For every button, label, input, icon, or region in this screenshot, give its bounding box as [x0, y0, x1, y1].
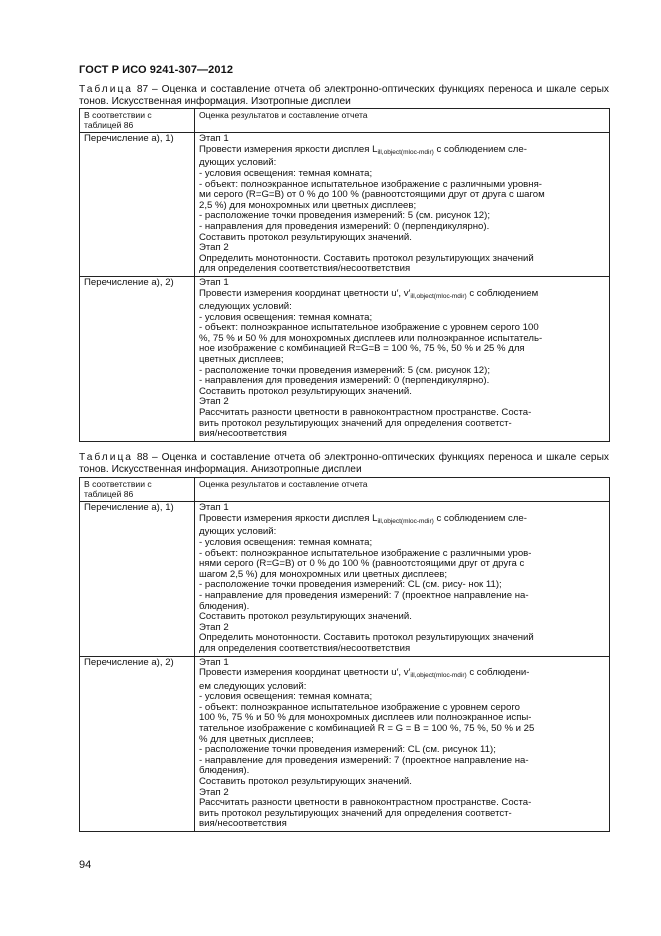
line: Составить протокол результирующих значений. — [199, 231, 412, 243]
line: для определения соответствия/несоответствия — [199, 263, 411, 275]
line: Этап 2 — [199, 621, 229, 633]
document-header: ГОСТ Р ИСО 9241-307—2012 — [79, 64, 234, 76]
line: 100 %, 75 % и 50 % для монохромных дисплеев или полноэкранное испы- — [199, 712, 532, 724]
row-evaluation — [195, 133, 610, 277]
line: - направление для проведения измерений: 7 (проектное направление на- — [199, 754, 529, 766]
row-evaluation — [195, 502, 610, 656]
row-reference: Перечисление а), 2) — [80, 276, 195, 441]
row-reference: Перечисление а), 1) — [80, 133, 195, 277]
line: - расположение точки проведения измерений: 5 (см. рисунок 12); — [199, 364, 490, 376]
table-row — [80, 133, 610, 277]
line: вия/несоответствия — [199, 818, 287, 830]
page-number: 94 — [79, 859, 92, 871]
column-header-reference: В соответствии с таблицей 86 — [80, 109, 195, 133]
line: блюдения). — [199, 765, 250, 777]
table-row — [80, 502, 610, 656]
line: - направления для проведения измерений: 0 (перпендикулярно). — [199, 375, 490, 387]
table-row — [80, 656, 610, 832]
line: ное изображение с комбинацией R=G=B = 100 %, 75 %, 50 % и 25 % для — [199, 343, 525, 355]
row-reference: Перечисление а), 1) — [80, 502, 195, 656]
line: Этап 1 — [199, 502, 229, 514]
line: Этап 2 — [199, 396, 229, 408]
line: - условия освещения: темная комната; — [199, 691, 373, 703]
line-with-subscript: Провести измерения яркости дисплея $L_{ill,object(mloc-mdir)}$ с соблюдением сле- — [199, 512, 527, 525]
line: - расположение точки проведения измерений: CL (см. рису- нок 11); — [199, 579, 502, 591]
line: Составить протокол результирующих значений. — [199, 611, 412, 623]
line: Этап 1 — [199, 276, 229, 288]
line: - направления для проведения измерений: 0 (перпендикулярно). — [199, 220, 490, 232]
line: тательное изображение с комбинацией R = G = B = 100 %, 75 %, 50 % и 25 — [199, 723, 535, 735]
line: дующих условий: — [199, 157, 277, 169]
line: - объект: полноэкранное испытательное изображение с различными уров- — [199, 547, 532, 559]
line: Этап 2 — [199, 242, 229, 254]
line: блюдения). — [199, 600, 250, 612]
line: %, 75 % и 50 % для монохромных дисплеев или полноэкранное испытатель- — [199, 332, 543, 344]
line: нями серого (R=G=B) от 0 % до 100 % (равноотстоящими друг от друга с — [199, 558, 525, 570]
line-with-subscript: Провести измерения яркости дисплея $L_{ill,object(mloc-mdir)}$ с соблюдением сле- — [199, 143, 527, 156]
line: - расположение точки проведения измерений: CL (см. рисунок 11); — [199, 744, 496, 756]
table-header-row — [80, 109, 610, 133]
line: Определить монотонности. Составить протокол результирующих значений — [199, 632, 534, 644]
table-88 — [79, 477, 610, 832]
line: дующих условий: — [199, 526, 277, 538]
table-87 — [79, 108, 610, 442]
column-header-evaluation: Оценка результатов и составление отчета — [195, 478, 610, 502]
column-header-evaluation: Оценка результатов и составление отчета — [195, 109, 610, 133]
line: следующих условий: — [199, 301, 292, 313]
line: % для цветных дисплеев; — [199, 733, 314, 745]
line: Рассчитать разности цветности в равноконтрастном пространстве. Соста- — [199, 797, 532, 809]
line: - условия освещения: темная комната; — [199, 536, 373, 548]
line: для определения соответствия/несоответствия — [199, 642, 411, 654]
line: цветных дисплеев; — [199, 354, 284, 366]
line-with-subscript: Провести измерения координат цветности u′, $v'_{ill,object(mloc-mdir)}$ с соблюдением — [199, 287, 539, 300]
line: Составить протокол результирующих значений. — [199, 385, 412, 397]
line: Этап 1 — [199, 656, 229, 668]
line: - объект: полноэкранное испытательное изображение с уровнем серого — [199, 701, 520, 713]
line: шагом 2,5 %) для монохромных или цветных дисплеев; — [199, 568, 448, 580]
column-header-reference: В соответствии с таблицей 86 — [80, 478, 195, 502]
table-87-caption — [79, 84, 609, 108]
table-88-caption — [79, 452, 609, 476]
line: вить протокол результирующих значений для определения соответст- — [199, 417, 512, 429]
line: - объект: полноэкранное испытательное изображение с уровнем серого 100 — [199, 322, 539, 334]
line: - расположение точки проведения измерений: 5 (см. рисунок 12); — [199, 210, 490, 222]
line: - условия освещения: темная комната; — [199, 311, 373, 323]
line: вить протокол результирующих значений для определения соответст- — [199, 807, 512, 819]
line: Этап 1 — [199, 133, 229, 145]
line: - условия освещения: темная комната; — [199, 167, 373, 179]
table-row — [80, 276, 610, 441]
row-evaluation — [195, 276, 610, 441]
table-88-caption-text: 88 – Оценка и составление отчета об электронно-оптических функциях переноса и шкале серых тонов. Искусственная информация. Анизотропные дисплеи — [79, 452, 609, 476]
row-evaluation — [195, 656, 610, 832]
row-reference: Перечисление а), 2) — [80, 656, 195, 832]
line: ми серого (R=G=B) от 0 % до 100 % (равноотстоящими друг от друга с шагом — [199, 189, 545, 201]
table-87-caption-text: 87 – Оценка и составление отчета об электронно-оптических функциях переноса и шкале серых тонов. Искусственная информация. Изотропные дисплеи — [79, 84, 609, 108]
table-87-caption-label: Таблица — [79, 84, 133, 95]
line: ем следующих условий: — [199, 680, 307, 692]
line: Составить протокол результирующих значений. — [199, 776, 412, 788]
line: - объект: полноэкранное испытательное изображение с различными уровня- — [199, 178, 542, 190]
line: - направление для проведения измерений: 7 (проектное направление на- — [199, 589, 529, 601]
table-header-row — [80, 478, 610, 502]
line: Этап 2 — [199, 786, 229, 798]
line-with-subscript: Провести измерения координат цветности u′, $v'_{ill,object(mloc-mdir)}$ с соблюдени- — [199, 667, 530, 680]
line: Рассчитать разности цветности в равноконтрастном пространстве. Соста- — [199, 407, 532, 419]
line: вия/несоответствия — [199, 428, 287, 440]
line: Определить монотонности. Составить протокол результирующих значений — [199, 252, 534, 264]
table-88-caption-label: Таблица — [79, 452, 133, 463]
line: 2,5 %) для монохромных или цветных дисплеев; — [199, 199, 417, 211]
